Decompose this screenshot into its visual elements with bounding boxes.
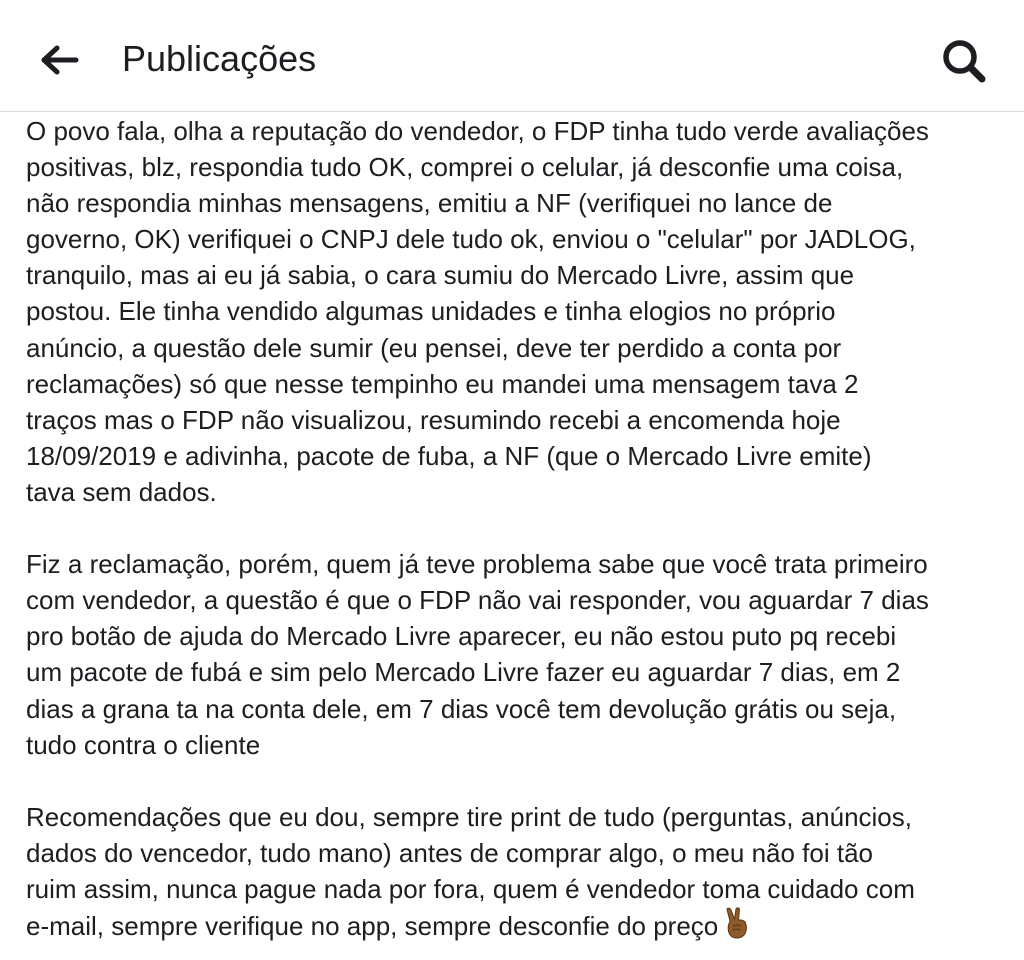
post-paragraph-3 bbox=[26, 799, 1006, 944]
post-line-text: e-mail, sempre verifique no app, sempre desconfie do preço bbox=[26, 911, 719, 942]
search-button[interactable] bbox=[936, 34, 992, 88]
post-line: pro botão de ajuda do Mercado Livre aparecer, eu não estou puto pq recebi bbox=[26, 621, 897, 652]
post-line: reclamações) só que nesse tempinho eu mandei uma mensagem tava 2 bbox=[26, 368, 859, 399]
post-line: dias a grana ta na conta dele, em 7 dias você tem devolução grátis ou seja, bbox=[26, 693, 897, 724]
paragraph-gap bbox=[26, 510, 1006, 546]
search-icon bbox=[940, 37, 988, 85]
paragraph-gap bbox=[26, 763, 1006, 799]
back-button[interactable] bbox=[36, 36, 84, 84]
victory-hand-icon bbox=[724, 907, 750, 939]
post-body bbox=[26, 113, 1006, 944]
post-line: tava sem dados. bbox=[26, 476, 217, 507]
post-paragraph-1 bbox=[26, 113, 1006, 510]
post-line: um pacote de fubá e sim pelo Mercado Livre fazer eu aguardar 7 dias, em 2 bbox=[26, 657, 901, 688]
post-line: ruim assim, nunca pague nada por fora, quem é vendedor toma cuidado com bbox=[26, 873, 915, 904]
post-line: postou. Ele tinha vendido algumas unidades e tinha elogios no próprio bbox=[26, 296, 836, 327]
post-line: não respondia minhas mensagens, emitiu a NF (verifiquei no lance de bbox=[26, 188, 833, 219]
post-paragraph-2 bbox=[26, 546, 1006, 763]
post-line: anúncio, a questão dele sumir (eu pensei, deve ter perdido a conta por bbox=[26, 332, 842, 363]
post-line: tudo contra o cliente bbox=[26, 729, 261, 760]
post-line: com vendedor, a questão é que o FDP não vai responder, vou aguardar 7 dias bbox=[26, 585, 929, 616]
post-line: Fiz a reclamação, porém, quem já teve problema sabe que você trata primeiro bbox=[26, 549, 928, 580]
arrow-left-icon bbox=[40, 44, 80, 76]
post-line: tranquilo, mas ai eu já sabia, o cara sumiu do Mercado Livre, assim que bbox=[26, 260, 855, 291]
app-bar bbox=[0, 0, 1024, 112]
post-line: dados do vencedor, tudo mano) antes de comprar algo, o meu não foi tão bbox=[26, 837, 873, 868]
page-title: Publicações bbox=[122, 38, 317, 79]
post-line: Recomendações que eu dou, sempre tire print de tudo (perguntas, anúncios, bbox=[26, 801, 912, 832]
post-line: 18/09/2019 e adivinha, pacote de fuba, a NF (que o Mercado Livre emite) bbox=[26, 440, 872, 471]
post-line: governo, OK) verifiquei o CNPJ dele tudo ok, enviou o "celular" por JADLOG, bbox=[26, 224, 916, 255]
post-line: O povo fala, olha a reputação do vendedor, o FDP tinha tudo verde avaliações bbox=[26, 116, 929, 146]
post-line bbox=[26, 907, 1006, 944]
post-line: positivas, blz, respondia tudo OK, comprei o celular, já desconfie uma coisa, bbox=[26, 152, 904, 183]
post-line: traços mas o FDP não visualizou, resumindo recebi a encomenda hoje bbox=[26, 404, 841, 435]
